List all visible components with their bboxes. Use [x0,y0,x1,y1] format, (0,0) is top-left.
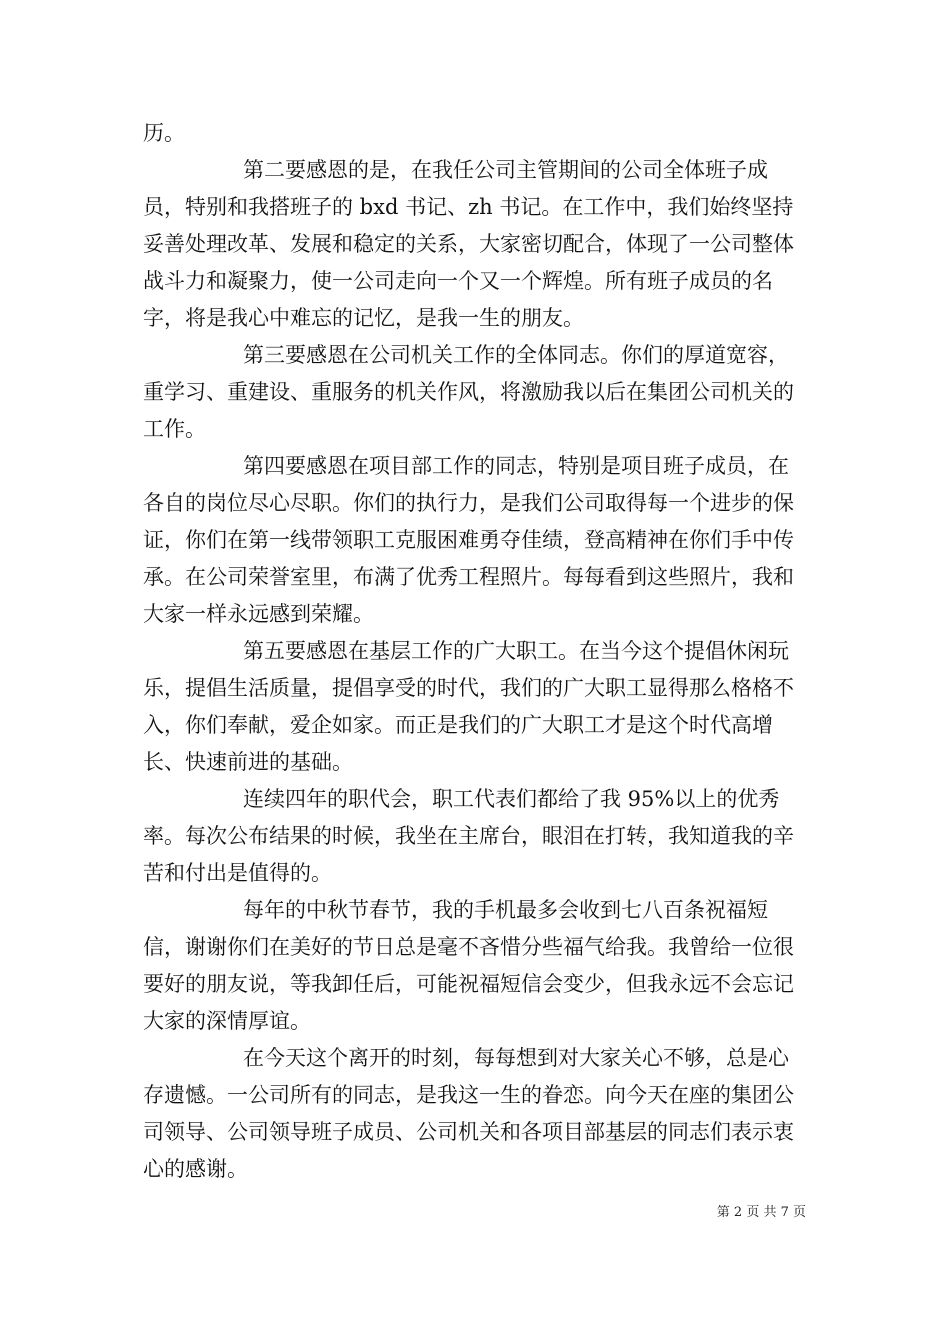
paragraph-farewell: 在今天这个离开的时刻，每每想到对大家关心不够，总是心存遗憾。一公司所有的同志，是我这一生的眷恋。向今天在座的集团公司领导、公司领导班子成员、公司机关和各项目部基层的同志们表示衷心的感谢。 [143,1046,794,1181]
paragraph-congress: 连续四年的职代会，职工代表们都给了我 95%以上的优秀率。每次公布结果的时候，我坐在主席台，眼泪在打转，我知道我的辛苦和付出是值得的。 [143,787,794,885]
paragraph-holiday-messages: 每年的中秋节春节，我的手机最多会收到七八百条祝福短信，谢谢你们在美好的节日总是毫不吝惜分些福气给我。我曾给一位很要好的朋友说，等我卸任后，可能祝福短信会变少，但我永远不会忘记大家的深情厚谊。 [143,898,794,1033]
paragraph-fifth-thanks: 第五要感恩在基层工作的广大职工。在当今这个提倡休闲玩乐，提倡生活质量，提倡享受的时代，我们的广大职工显得那么格格不入，你们奉献，爱企如家。而正是我们的广大职工才是这个时代高增长、快速前进的基础。 [143,639,794,774]
paragraph-second-thanks: 第二要感恩的是，在我任公司主管期间的公司全体班子成员，特别和我搭班子的 bxd 书记、zh 书记。在工作中，我们始终坚持妥善处理改革、发展和稳定的关系，大家密切配合，体现了一公司整体战斗力和凝聚力，使一公司走向一个又一个辉煌。所有班子成员的名字，将是我心中难忘的记忆，是我一生的朋友。 [143,158,794,330]
paragraph-third-thanks: 第三要感恩在公司机关工作的全体同志。你们的厚道宽容，重学习、重建设、重服务的机关作风，将激励我以后在集团公司机关的工作。 [143,343,794,441]
document-body [143,115,807,1188]
page-number-footer: 第 2 页 共 7 页 [716,1205,806,1220]
paragraph-fourth-thanks: 第四要感恩在项目部工作的同志，特别是项目班子成员，在各自的岗位尽心尽职。你们的执行力，是我们公司取得每一个进步的保证，你们在第一线带领职工克服困难勇夺佳绩，登高精神在你们手中传承。在公司荣誉室里，布满了优秀工程照片。每每看到这些照片，我和大家一样永远感到荣耀。 [143,454,794,626]
paragraph-continuation: 历。 [143,121,185,145]
